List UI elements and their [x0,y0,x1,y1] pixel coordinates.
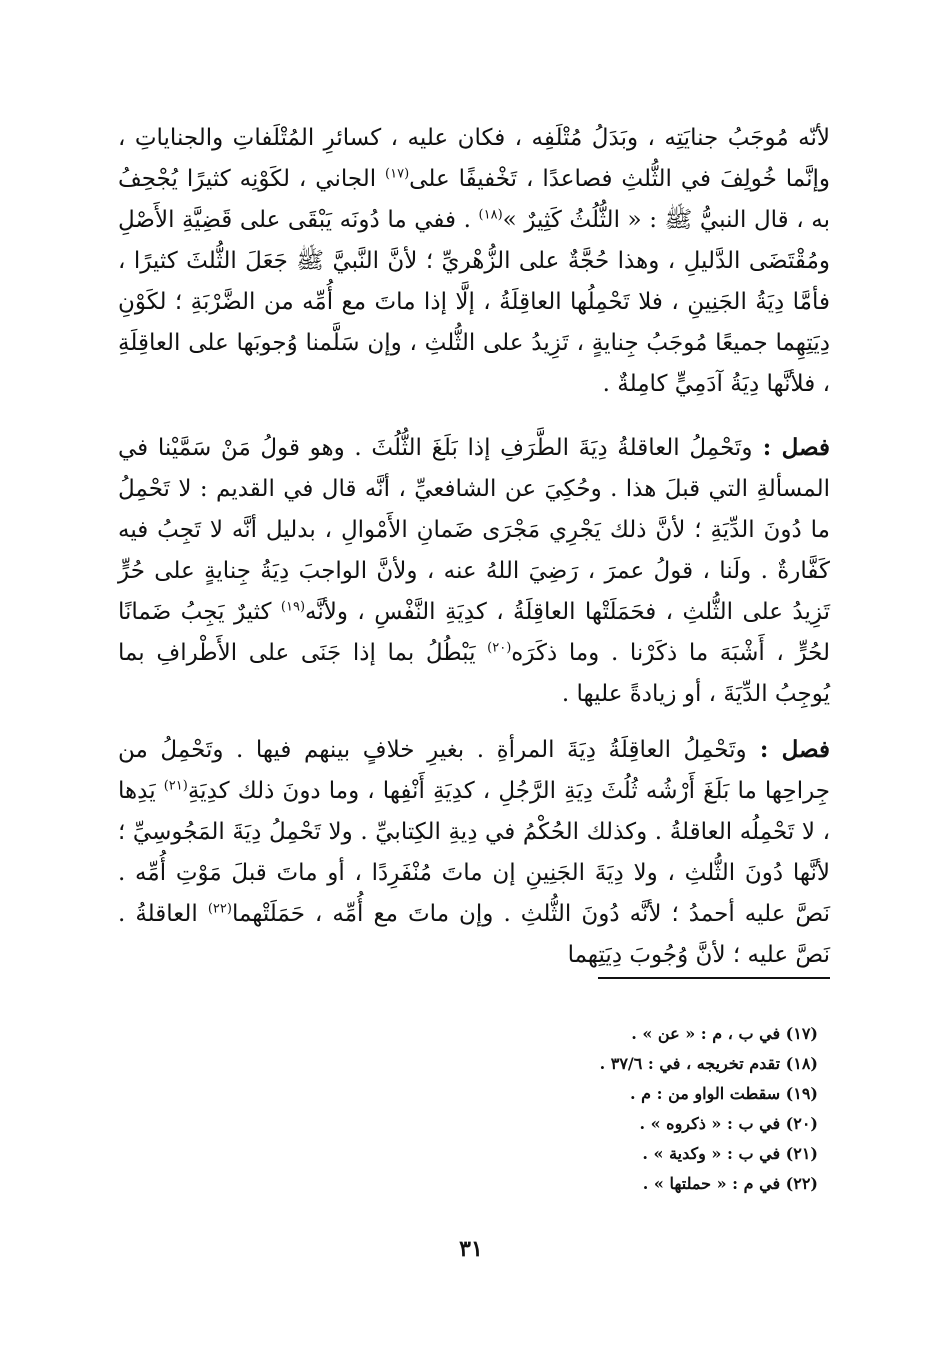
text-segment: . ففي ما دُونَه يَبْقَى على قَضِيَّةِ الأَصْلِ ومُقْتَضَى الدَّليلِ ، وهذا حُجَّةٌ على الزُّهْريِّ ؛ لأنَّ النَّبيَّ ﷺ جَعَلَ الثُّلثَ كثيرًا ، فأمَّا دِيَةُ الجَنِينِ ، فلا تَحْمِلُها العاقِلَةُ ، إلَّا إذا ماتَ مع أُمِّه من الضَّرْبَةِ ؛ لكَوْنِ دِيَتِهِما جميعًا مُوجَبُ جِنايةٍ ، تَزِيدُ على الثُّلثِ ، وإن سَلَّمنا وُجوبَها على العاقِلَةِ ، فلأنَّها دِيَةُ آدَمِيٍّ كامِلةٌ . [118,207,830,397]
footnote-separator [598,977,830,979]
footnote-ref-21[interactable]: (٢١) [163,778,188,794]
text-segment: العاقلةُ . نَصَّ عليه ؛ لأنَّ وُجُوبَ دِيَتِهما [118,901,830,968]
paragraph-3 [118,729,830,976]
section-heading: فصل : [752,434,830,461]
footnote-21: (٢١) في ب : « وكدية » . [642,1144,818,1163]
section-heading: فصل : [746,736,830,763]
footnote-ref-22[interactable]: (٢٢) [207,901,232,917]
footnote-ref-19[interactable]: (١٩) [280,599,306,615]
text-segment: الجاني ، لكَوْنِه كثيرًا يُجْحِفُ به ، قال النبيُّ ﷺ : « الثُّلُثُ كَثِيرٌ » [118,166,830,233]
footnotes [118,1019,818,1199]
text-segment: وتَحْمِلُ العاقِلَةُ دِيَةَ المرأةِ . بغيرِ خلافٍ بينهم فيها . وتَحْمِلُ من جِراحِها ما بَلَغَ أَرْشُه ثُلُثَ دِيَةِ الرَّجُلِ ، كدِيَةِ أَنْفِها ، وما دونَ ذلك كدِيَةِ [118,737,831,804]
footnote-ref-17[interactable]: (١٧) [385,166,410,182]
footnote-18: (١٨) تقدم تخريجه ، في : ٣٧/٦ . [599,1054,818,1073]
footnote-ref-20[interactable]: (٢٠) [487,640,512,656]
main-text [118,118,830,976]
text-segment: كثيرٌ يَجِبُ ضَمانًا لحُرٍّ ، أَشْبَهَ ما ذكَرْنا . وما ذكَرَه [118,599,830,666]
footnote-17: (١٧) في ب ، م : « عن » . [631,1024,818,1043]
footnote-ref-18[interactable]: (١٨) [478,207,503,223]
text-segment: يَدِها ، لا تَحْمِلُه العاقلةُ . وكذلك الحُكْمُ في دِيةِ الكِتابيِّ . ولا تَحْمِلُ دِيَةَ المَجُوسِيِّ ؛ لأنَّها دُونَ الثُّلثِ ، ولا دِيَةَ الجَنِينِ إن ماتَ مُنْفَرِدًا ، أو ماتَ قبلَ مَوْتِ أُمِّه . نَصَّ عليه أحمدُ ؛ لأنَّه دُونَ الثُّلثِ . وإن ماتَ مع أُمِّه ، حَمَلَتْهما [118,778,831,927]
paragraph-1 [118,118,830,405]
footnote-19: (١٩) سقطت الواو من : م . [630,1084,818,1103]
text-segment: وتَحْمِلُ العاقلةُ دِيَةَ الطَّرَفِ إذا بَلَغَ الثُّلُثَ . وهو قولُ مَنْ سَمَّيْنا في المسألةِ التي قبلَ هذا . وحُكِيَ عن الشافعيِّ ، أنَّه قال في القديم : لا تَحْمِلُ ما دُونَ الدِّيَةِ ؛ لأنَّ ذلك يَجْرِي مَجْرَى ضَمانِ الأَمْوالِ ، بدليل أنَّه لا تَجِبُ فيه كَفَّارةٌ . ولَنا ، قولُ عمرَ ، رَضِيَ اللهُ عنه ، ولأنَّ الواجبَ دِيَةُ جِنايةٍ على حُرٍّ تَزِيدُ على الثُّلثِ ، فحَمَلَتْها العاقِلَةُ ، كدِيَةِ النَّفْسِ ، ولأنَّه [118,435,830,625]
text-segment: يَبْطُلُ بما إذا جَنَى على الأَطْرافِ بما يُوجِبُ الدِّيَةَ ، أو زيادةً عليها . [118,640,830,707]
text-segment: لأنّه مُوجَبُ جنايَتِه ، وبَدَلُ مُتْلَفِه ، فكان عليه ، كسائرِ المُتْلَفاتِ والجناياتِ ، وإنَّما خُولِفَ في الثُّلثِ فصاعدًا ، تَخْفيفًا على [118,125,830,192]
page-number: ٣١ [459,1236,483,1262]
footnote-20: (٢٠) في ب : « ذكروه » . [639,1114,818,1133]
footnote-22: (٢٢) في م : « حملتها » . [642,1174,818,1193]
paragraph-2 [118,427,830,715]
